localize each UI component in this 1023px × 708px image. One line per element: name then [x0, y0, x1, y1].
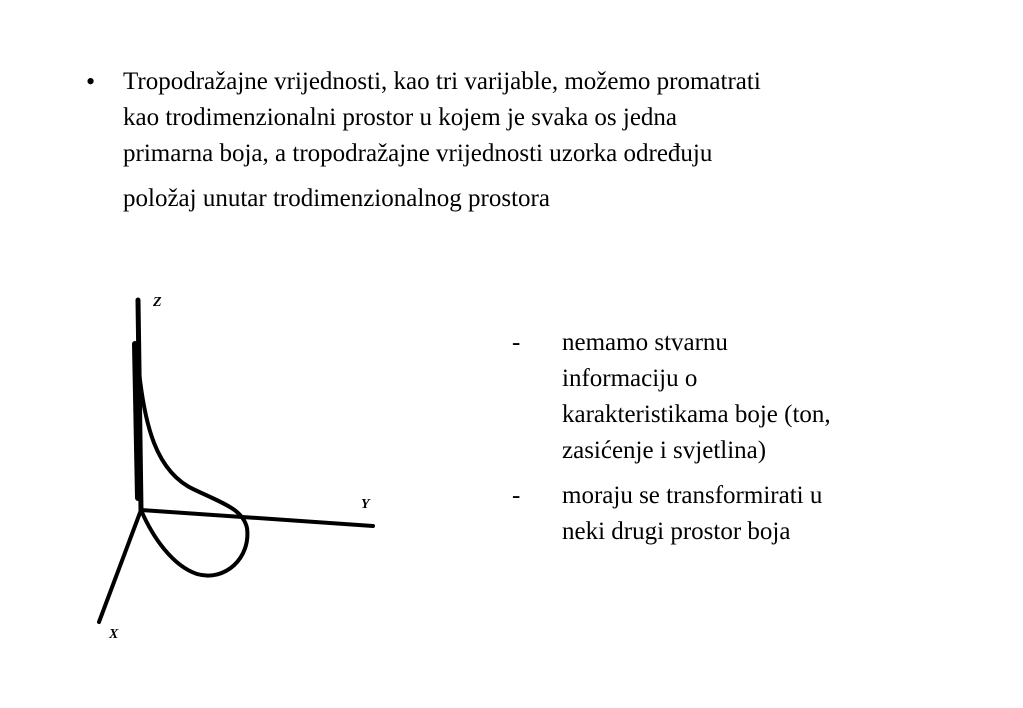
- dash-item: [512, 478, 932, 550]
- bullet-line: položaj unutar trodimenzionalnog prostora: [123, 185, 550, 212]
- bullet-line: Tropodražajne vrijednosti, kao tri varijable, možemo promatrati: [123, 68, 761, 95]
- dash-item-line: moraju se transformirati u: [562, 482, 823, 509]
- dash-item: [512, 325, 932, 469]
- dash-marker: -: [512, 329, 521, 356]
- dash-item-line: informaciju o: [562, 365, 698, 392]
- bullet-text: [123, 64, 953, 217]
- axis-z-label: Z: [153, 295, 162, 310]
- dash-item-line: nemamo stvarnu: [562, 329, 728, 356]
- y-axis: [141, 510, 373, 526]
- bullet-marker: •: [86, 67, 96, 96]
- bullet-line: kao trodimenzionalni prostor u kojem je svaka os jedna: [123, 104, 678, 131]
- dash-item-line: neki drugi prostor boja: [562, 518, 791, 545]
- axis-x-label: X: [109, 627, 119, 642]
- bullet-line: primarna boja, a tropodražajne vrijednosti uzorka određuju: [123, 140, 713, 167]
- dash-item-line: zasićenje i svjetlina): [562, 437, 767, 464]
- dash-item-line: karakteristikama boje (ton,: [562, 401, 831, 428]
- x-axis: [99, 510, 141, 622]
- dash-marker: -: [512, 482, 521, 509]
- axis-y-label: Y: [361, 497, 370, 512]
- dash-list: [512, 325, 932, 550]
- color-space-diagram: [85, 288, 385, 648]
- spectral-locus-curve: [137, 350, 247, 576]
